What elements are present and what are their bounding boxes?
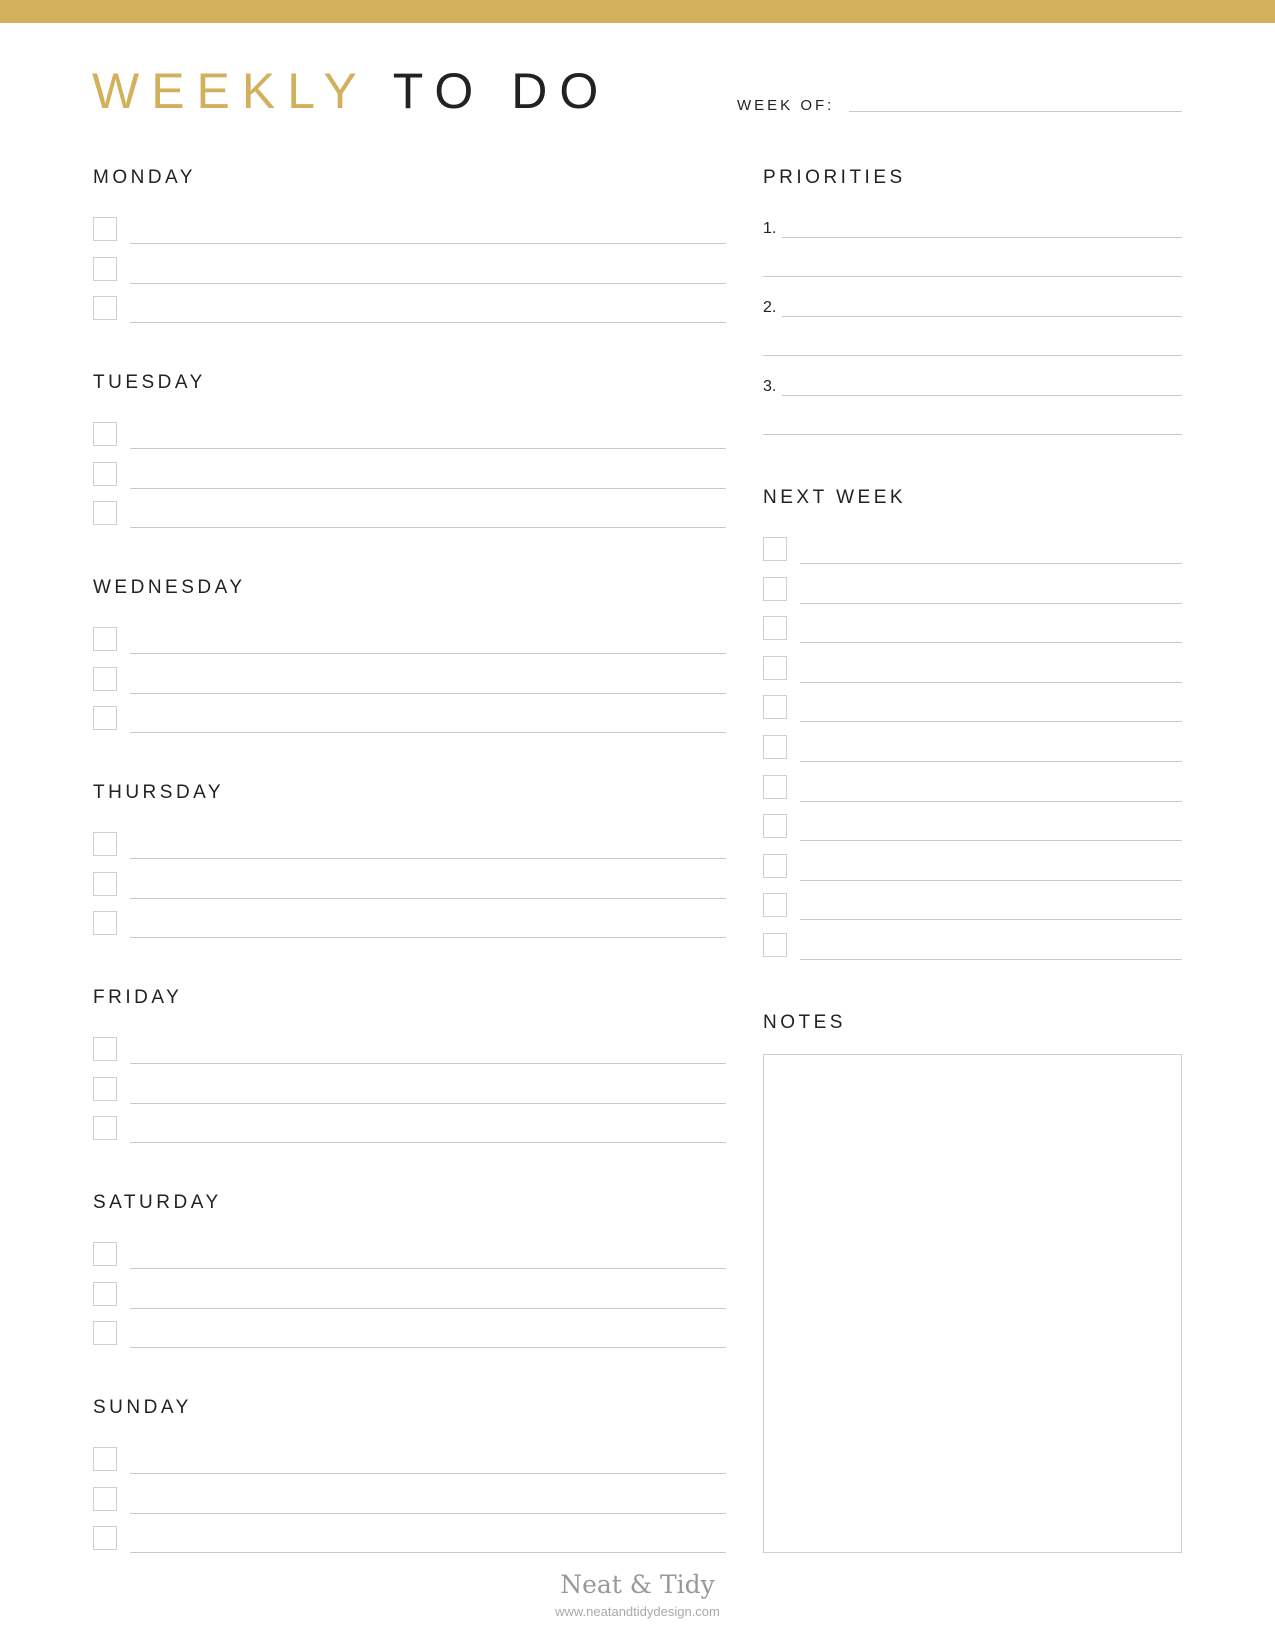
priority-line[interactable]	[782, 316, 1182, 317]
task-line[interactable]	[800, 840, 1182, 841]
task-checkbox[interactable]	[93, 1487, 117, 1511]
task-checkbox[interactable]	[93, 1242, 117, 1266]
task-checkbox[interactable]	[93, 911, 117, 935]
task-checkbox[interactable]	[763, 814, 787, 838]
task-checkbox[interactable]	[763, 854, 787, 878]
task-line[interactable]	[800, 642, 1182, 643]
day-heading: THURSDAY	[93, 782, 225, 803]
priority-number: 2.	[763, 299, 777, 316]
task-line[interactable]	[130, 1268, 726, 1269]
title-main: TO DO	[392, 63, 611, 119]
priority-number: 3.	[763, 378, 777, 395]
task-line[interactable]	[800, 563, 1182, 564]
task-checkbox[interactable]	[763, 933, 787, 957]
task-checkbox[interactable]	[763, 735, 787, 759]
priority-line-continued[interactable]	[763, 276, 1182, 277]
task-line[interactable]	[800, 919, 1182, 920]
task-line[interactable]	[130, 653, 726, 654]
task-checkbox[interactable]	[93, 1321, 117, 1345]
priorities-heading: PRIORITIES	[763, 167, 906, 188]
task-line[interactable]	[130, 1473, 726, 1474]
task-checkbox[interactable]	[93, 667, 117, 691]
task-line[interactable]	[130, 1552, 726, 1553]
task-line[interactable]	[800, 682, 1182, 683]
task-checkbox[interactable]	[93, 1116, 117, 1140]
task-checkbox[interactable]	[93, 1077, 117, 1101]
task-line[interactable]	[130, 527, 726, 528]
day-heading: MONDAY	[93, 167, 196, 188]
task-checkbox[interactable]	[93, 501, 117, 525]
task-checkbox[interactable]	[93, 422, 117, 446]
task-line[interactable]	[800, 761, 1182, 762]
task-checkbox[interactable]	[93, 462, 117, 486]
day-heading: TUESDAY	[93, 372, 206, 393]
task-checkbox[interactable]	[763, 695, 787, 719]
task-line[interactable]	[130, 243, 726, 244]
task-checkbox[interactable]	[93, 706, 117, 730]
task-checkbox[interactable]	[763, 616, 787, 640]
day-heading: SATURDAY	[93, 1192, 222, 1213]
week-of-label: WEEK OF:	[737, 97, 835, 114]
brand-logo: Neat & Tidy	[560, 1570, 715, 1599]
task-checkbox[interactable]	[93, 257, 117, 281]
task-checkbox[interactable]	[763, 656, 787, 680]
priority-line[interactable]	[782, 395, 1182, 396]
next-week-heading: NEXT WEEK	[763, 487, 907, 508]
footer-url: www.neatandtidydesign.com	[555, 1604, 720, 1619]
day-heading: FRIDAY	[93, 987, 183, 1008]
task-checkbox[interactable]	[93, 217, 117, 241]
task-line[interactable]	[800, 880, 1182, 881]
task-checkbox[interactable]	[93, 872, 117, 896]
task-line[interactable]	[130, 858, 726, 859]
priority-number: 1.	[763, 220, 777, 237]
task-line[interactable]	[130, 1347, 726, 1348]
task-line[interactable]	[130, 937, 726, 938]
task-line[interactable]	[130, 898, 726, 899]
task-line[interactable]	[130, 488, 726, 489]
week-of-field[interactable]	[849, 111, 1182, 112]
task-line[interactable]	[130, 1308, 726, 1309]
task-line[interactable]	[800, 603, 1182, 604]
task-line[interactable]	[800, 959, 1182, 960]
day-heading: SUNDAY	[93, 1397, 192, 1418]
task-line[interactable]	[800, 801, 1182, 802]
task-line[interactable]	[130, 693, 726, 694]
task-checkbox[interactable]	[93, 1282, 117, 1306]
task-line[interactable]	[800, 721, 1182, 722]
priority-line-continued[interactable]	[763, 355, 1182, 356]
task-line[interactable]	[130, 322, 726, 323]
task-line[interactable]	[130, 1063, 726, 1064]
task-line[interactable]	[130, 1142, 726, 1143]
task-line[interactable]	[130, 1513, 726, 1514]
task-checkbox[interactable]	[93, 627, 117, 651]
task-checkbox[interactable]	[93, 1526, 117, 1550]
task-checkbox[interactable]	[763, 577, 787, 601]
task-line[interactable]	[130, 448, 726, 449]
task-checkbox[interactable]	[763, 775, 787, 799]
task-checkbox[interactable]	[763, 893, 787, 917]
task-checkbox[interactable]	[763, 537, 787, 561]
task-checkbox[interactable]	[93, 296, 117, 320]
title-accent: WEEKLY	[92, 63, 368, 119]
task-line[interactable]	[130, 732, 726, 733]
task-line[interactable]	[130, 1103, 726, 1104]
priority-line[interactable]	[782, 237, 1182, 238]
day-heading: WEDNESDAY	[93, 577, 246, 598]
notes-heading: NOTES	[763, 1012, 846, 1033]
page-title	[92, 62, 610, 120]
task-checkbox[interactable]	[93, 1447, 117, 1471]
notes-area[interactable]	[763, 1054, 1182, 1553]
top-accent-bar	[0, 0, 1275, 23]
task-checkbox[interactable]	[93, 832, 117, 856]
priority-line-continued[interactable]	[763, 434, 1182, 435]
task-checkbox[interactable]	[93, 1037, 117, 1061]
task-line[interactable]	[130, 283, 726, 284]
